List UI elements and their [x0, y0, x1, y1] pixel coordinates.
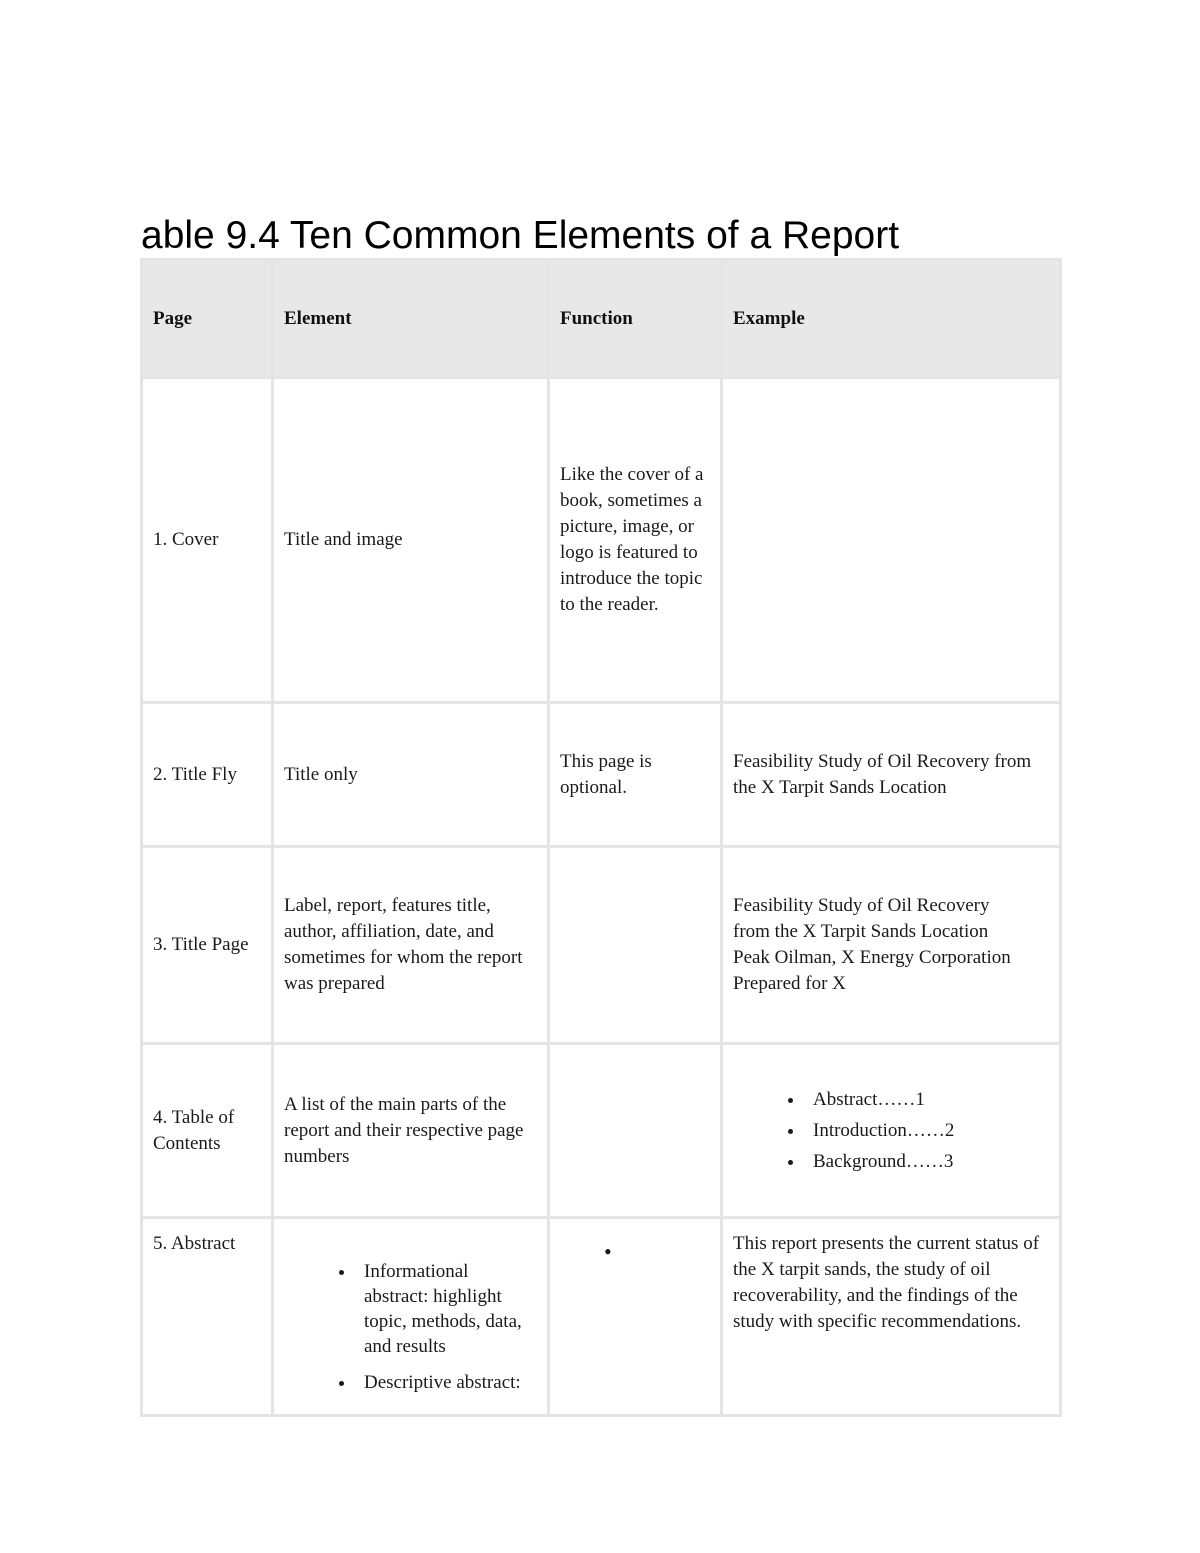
cell-example	[722, 847, 1061, 1044]
contents-list	[733, 1087, 1049, 1175]
cell-function	[549, 847, 722, 1044]
cell-example: Feasibility Study of Oil Recovery from the X Tarpit Sands Location	[722, 703, 1061, 847]
table-row	[142, 1044, 1061, 1218]
cell-page: 4. Table of Contents	[142, 1044, 273, 1218]
cell-function: Like the cover of a book, sometimes a picture, image, or logo is featured to introduce the topic to the reader.	[549, 378, 722, 703]
table-row	[142, 1218, 1061, 1416]
example-line: from the X Tarpit Sands Location	[733, 921, 989, 942]
cell-element: A list of the main parts of the report and their respective page numbers	[273, 1044, 549, 1218]
cell-function	[549, 1044, 722, 1218]
table-header-row	[142, 260, 1061, 378]
cell-example	[722, 378, 1061, 703]
list-item: • Descriptive abstract:	[356, 1370, 537, 1395]
cell-example: This report presents the current status of the X tarpit sands, the study of oil recoverability, and the findings of the study with specific recommendations.	[722, 1218, 1061, 1416]
header-element: Element	[273, 260, 549, 378]
cell-page: 3. Title Page	[142, 847, 273, 1044]
report-elements-table	[140, 258, 1062, 1417]
example-line: Prepared for X	[733, 973, 846, 994]
header-page: Page	[142, 260, 273, 378]
cell-function: This page is optional.	[549, 703, 722, 847]
table-row	[142, 378, 1061, 703]
abstract-types-list	[284, 1259, 537, 1395]
header-function: Function	[549, 260, 722, 378]
cell-element: Title only	[273, 703, 549, 847]
cell-page: 5. Abstract	[142, 1218, 273, 1416]
cell-function	[549, 1218, 722, 1416]
cell-page: 2. Title Fly	[142, 703, 273, 847]
bullet-icon: •	[604, 1239, 612, 1264]
example-line: Peak Oilman, X Energy Corporation	[733, 947, 1011, 968]
cell-element	[273, 1218, 549, 1416]
page-title: able 9.4 Ten Common Elements of a Report	[141, 214, 900, 257]
list-item: • Informational abstract: highlight topic, methods, data, and results	[356, 1259, 537, 1359]
example-line: Feasibility Study of Oil Recovery	[733, 895, 990, 916]
cell-element: Label, report, features title, author, affiliation, date, and sometimes for whom the report was prepared	[273, 847, 549, 1044]
table-row	[142, 847, 1061, 1044]
table-row	[142, 703, 1061, 847]
cell-element: Title and image	[273, 378, 549, 703]
list-item: • Abstract……1	[805, 1087, 1049, 1113]
cell-page: 1. Cover	[142, 378, 273, 703]
cell-example	[722, 1044, 1061, 1218]
list-item: • Background……3	[805, 1149, 1049, 1175]
list-item: • Introduction……2	[805, 1118, 1049, 1144]
header-example: Example	[722, 260, 1061, 378]
